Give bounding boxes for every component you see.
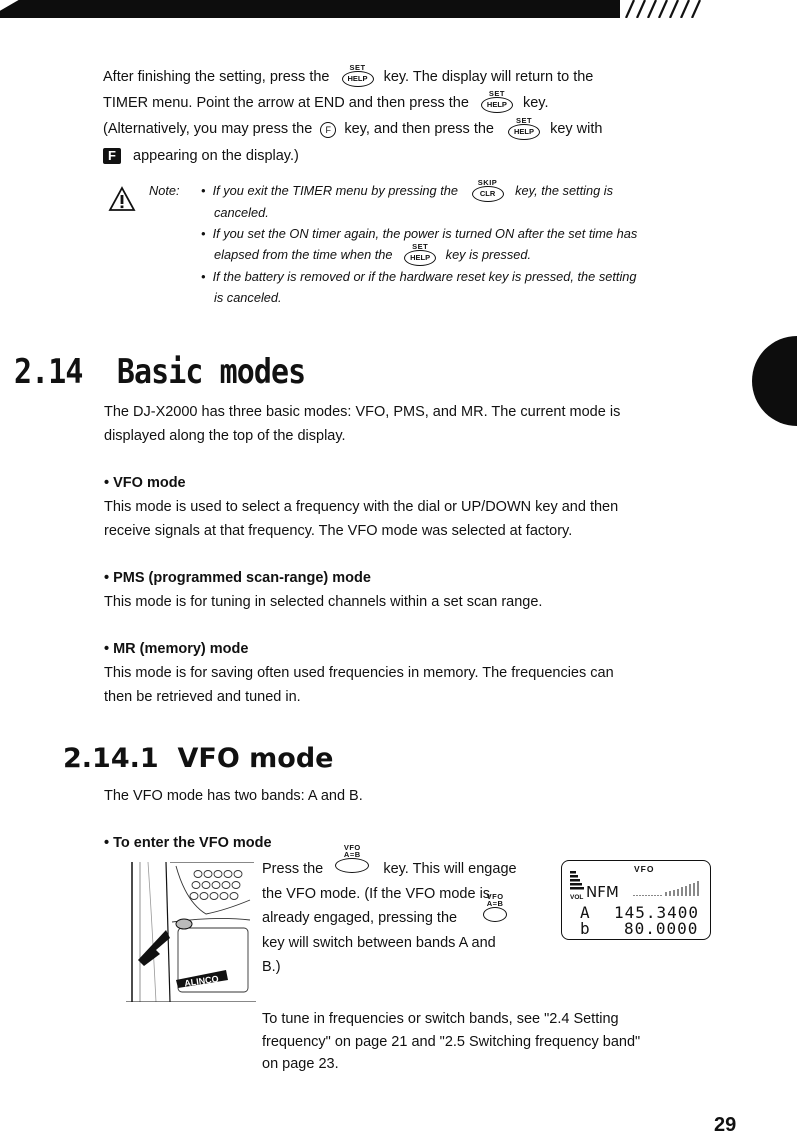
note-item-cont: is canceled. [214,290,282,306]
skip-clr-key-icon: SKIP CLR [472,181,504,202]
note-item-cont: elapsed from the time when the SET HELP key is pressed. [201,244,711,266]
warning-icon [108,186,136,212]
enter-vfo-heading: • To enter the VFO mode [104,835,272,851]
lcd-modulation: NFM [586,883,619,901]
basic-modes-body: The DJ-X2000 has three basic modes: VFO, PMS, and MR. The current mode is displayed along the top of the display. • VFO mode This mode is used to select a frequency with the dial or UP/DOWN key and then receive signals at that frequency. The VFO mode was selected at factory. • PMS (programmed scan-range) mode This mode is for tuning in selected channels within a set scan range. • MR (memory) mode This mode is for saving often used frequencies in memory. The frequencies can then be retrieved and tuned in. [104,400,724,709]
lcd-mode-indicator: VFO [634,864,655,874]
enter-vfo-steps: Press the VFO A=B key. This will engage the VFO mode. (If the VFO mode is already engaged, pressing the VFO A=B key will switch between bands A and B.) [262,843,517,976]
set-help-key-icon: SET HELP [508,117,540,143]
header-bar [0,0,620,18]
note-label: Note: [149,183,180,198]
set-help-key-icon: SET HELP [481,90,513,116]
f-key-icon: F [320,122,336,138]
intro-line-2: TIMER menu. Point the arrow at END and then press the SET HELP key. [103,90,723,116]
f-display-badge-icon: F [103,148,121,164]
lcd-display [561,860,711,940]
signal-meter-icon [632,881,702,897]
note-list [201,180,711,308]
header-hatch-decoration [622,0,712,18]
volume-bars-icon [570,871,584,893]
page-number: 29 [714,1114,737,1136]
radio-brand-logo: ALINCO [183,973,220,989]
mr-heading: • MR (memory) mode [104,641,249,657]
intro-line-1: After finishing the setting, press the SET HELP key. The display will return to the [103,64,723,90]
radio-illustration [126,862,256,1002]
subsection-heading: 2.14.1 VFO mode [63,743,334,774]
set-help-key-icon: SET HELP [404,245,436,266]
tune-reference: To tune in frequencies or switch bands, see "2.4 Setting frequency" on page 21 and "2.5 Switching frequency band" on page 23. [262,1011,641,1072]
note-item: • If you exit the TIMER menu by pressing the SKIP CLR key, the setting is [201,180,711,202]
section-heading: 2.14 Basic modes [14,352,306,392]
band-a-frequency: 145.3400 [614,903,700,922]
intro-line-3: (Alternatively, you may press the F key, and then press the SET HELP key with [103,116,723,142]
vfo-heading: • VFO mode [104,475,186,491]
vfo-intro: The VFO mode has two bands: A and B. [104,788,363,804]
note-item: • If you set the ON timer again, the power is turned ON after the set time has [201,226,638,242]
chapter-side-tab [752,336,797,426]
intro-paragraph [103,64,723,169]
pms-heading: • PMS (programmed scan-range) mode [104,570,371,586]
vol-label: VOL [570,894,584,901]
note-item: • If the battery is removed or if the hardware reset key is pressed, the setting [201,269,637,285]
vfo-ab-key-icon: VFO A=B [335,857,369,882]
band-b-frequency: 80.0000 [624,919,699,938]
band-b-label: b [580,919,590,938]
note-item-cont: canceled. [214,205,269,221]
band-a-label: A [580,903,590,922]
vfo-ab-key-icon: VFO A=B [483,906,507,931]
set-help-key-icon: SET HELP [342,64,374,90]
intro-line-4: F appearing on the display.) [103,143,723,169]
